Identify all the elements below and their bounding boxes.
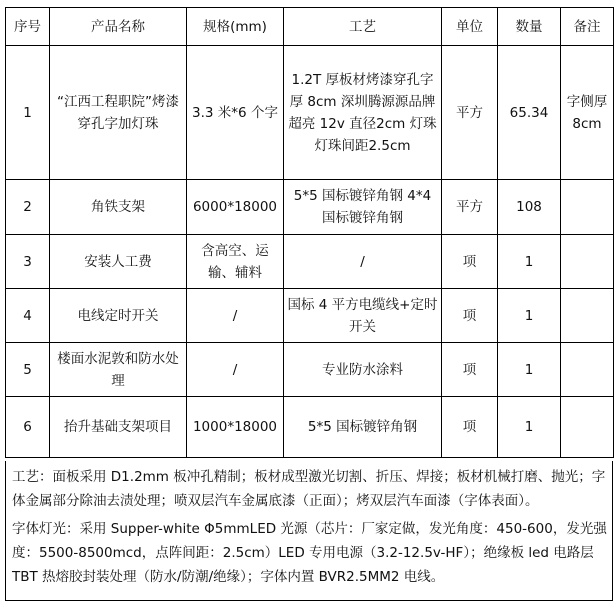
- cell-unit: 项: [442, 235, 498, 289]
- quotation-table: [5, 7, 614, 458]
- cell-seq: 5: [6, 343, 50, 397]
- cell-quantity: 1: [498, 343, 561, 397]
- cell-spec: 1000*18000: [187, 397, 284, 458]
- header-product-name: 产品名称: [50, 8, 187, 46]
- cell-seq: 1: [6, 46, 50, 180]
- table-row: [6, 46, 614, 180]
- cell-seq: 4: [6, 289, 50, 343]
- cell-spec: 3.3 米*6 个字: [187, 46, 284, 180]
- header-unit: 单位: [442, 8, 498, 46]
- cell-note: [561, 180, 614, 235]
- cell-craft: /: [284, 235, 442, 289]
- cell-product-name: 安装人工费: [50, 235, 187, 289]
- table-row: [6, 397, 614, 458]
- cell-note: [561, 289, 614, 343]
- cell-unit: 项: [442, 397, 498, 458]
- cell-quantity: 108: [498, 180, 561, 235]
- cell-spec: 含高空、运输、辅料: [187, 235, 284, 289]
- cell-note: [561, 235, 614, 289]
- cell-quantity: 1: [498, 235, 561, 289]
- cell-craft: 5*5 国标镀锌角钢 4*4 国标镀锌角钢: [284, 180, 442, 235]
- header-craft: 工艺: [284, 8, 442, 46]
- cell-unit: 项: [442, 343, 498, 397]
- cell-unit: 项: [442, 289, 498, 343]
- cell-note: [561, 397, 614, 458]
- table-row: [6, 235, 614, 289]
- table-row: [6, 343, 614, 397]
- header-spec: 规格(mm): [187, 8, 284, 46]
- cell-craft: 5*5 国标镀锌角钢: [284, 397, 442, 458]
- cell-product-name: 抬升基础支架项目: [50, 397, 187, 458]
- cell-note: [561, 343, 614, 397]
- table-row: [6, 289, 614, 343]
- cell-unit: 平方: [442, 46, 498, 180]
- cell-note: 字侧厚8cm: [561, 46, 614, 180]
- table-row: [6, 180, 614, 235]
- cell-craft: 专业防水涂料: [284, 343, 442, 397]
- header-seq: 序号: [6, 8, 50, 46]
- header-quantity: 数量: [498, 8, 561, 46]
- cell-craft: 国标 4 平方电缆线+定时开关: [284, 289, 442, 343]
- header-note: 备注: [561, 8, 614, 46]
- cell-quantity: 1: [498, 397, 561, 458]
- cell-seq: 2: [6, 180, 50, 235]
- cell-product-name: 电线定时开关: [50, 289, 187, 343]
- cell-craft: 1.2T 厚板材烤漆穿孔字 厚 8cm 深圳腾源源品牌超亮 12v 直径2cm 灯珠 灯珠间距2.5cm: [284, 46, 442, 180]
- cell-quantity: 1: [498, 289, 561, 343]
- notes-section: [5, 461, 613, 601]
- cell-quantity: 65.34: [498, 46, 561, 180]
- process-note: 工艺：面板采用 D1.2mm 板冲孔精制；板材成型激光切割、折压、焊接；板材机械打磨、抛光；字体金属部分除油去渍处理；喷双层汽车金属底漆（正面）；烤双层汽车面漆（字体表面）。: [12, 469, 606, 509]
- cell-seq: 6: [6, 397, 50, 458]
- cell-seq: 3: [6, 235, 50, 289]
- cell-product-name: “江西工程职院”烤漆穿孔字加灯珠: [50, 46, 187, 180]
- table-header-row: [6, 8, 614, 46]
- cell-spec: 6000*18000: [187, 180, 284, 235]
- lighting-note: 字体灯光：采用 Supper-white Φ5mmLED 光源（芯片：厂家定做，发光角度：450-600，发光强度：5500-8500mcd，点阵间距：2.5cm）LED 专用电源（3.2-12.5v-HF）；绝缘板 led 电路层 TBT 热熔胶封装处理（防水/防潮/绝缘）；字体内置 BVR2.5MM2 电线。: [12, 521, 607, 585]
- cell-unit: 平方: [442, 180, 498, 235]
- cell-spec: /: [187, 343, 284, 397]
- cell-spec: /: [187, 289, 284, 343]
- cell-product-name: 楼面水泥敦和防水处理: [50, 343, 187, 397]
- cell-product-name: 角铁支架: [50, 180, 187, 235]
